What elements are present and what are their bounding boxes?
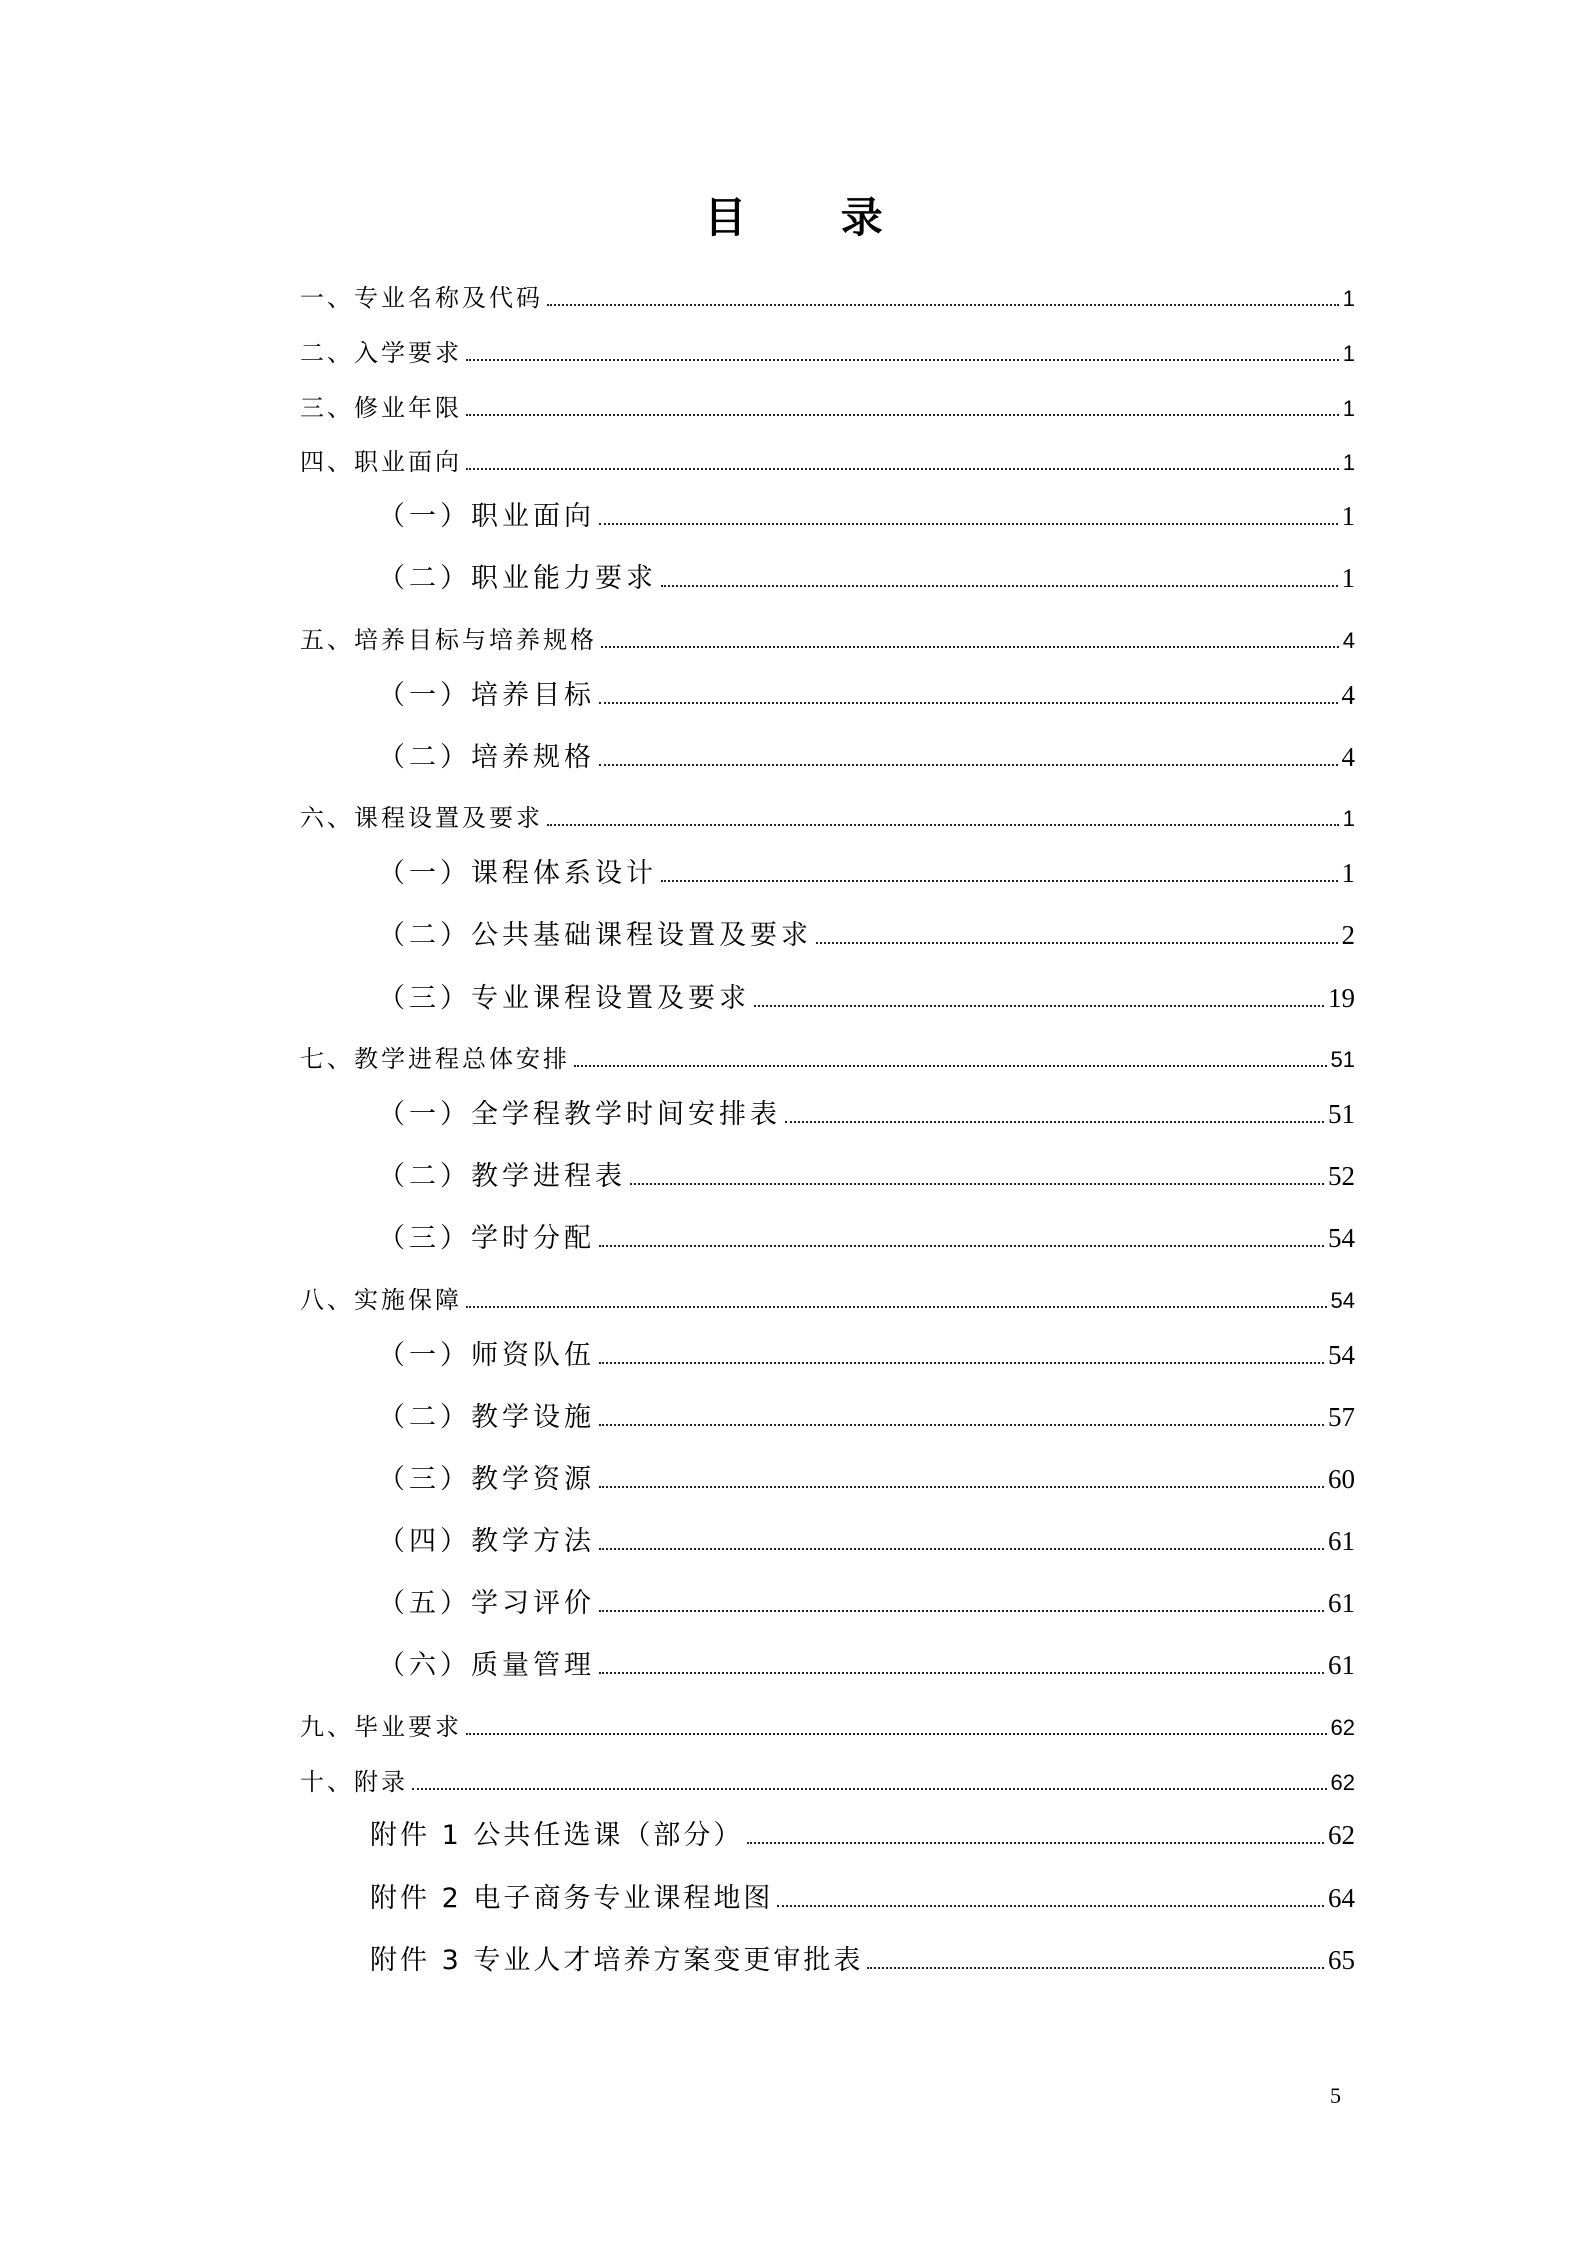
- toc-entry-page: 51: [1330, 1047, 1355, 1072]
- toc-entry-5[interactable]: [378, 494, 1355, 533]
- toc-entry-18[interactable]: [300, 1280, 1355, 1315]
- dot-leader: [599, 523, 1338, 525]
- toc-entry-text: （一）课程体系设计: [378, 858, 657, 889]
- toc-entry-page: 4: [1342, 628, 1355, 653]
- toc-entry-text: 九、毕业要求: [300, 1713, 462, 1741]
- toc-entry-page: 60: [1328, 1464, 1355, 1494]
- toc-entry-page: 1: [1341, 501, 1355, 531]
- dot-leader: [599, 702, 1338, 704]
- dot-leader: [547, 824, 1339, 826]
- toc-entry-text: 附件 2 电子商务专业课程地图: [370, 1883, 774, 1914]
- toc-entry-7[interactable]: [300, 620, 1355, 655]
- toc-entry-24[interactable]: [378, 1643, 1355, 1682]
- toc-entry-2[interactable]: [300, 333, 1355, 368]
- toc-entry-25[interactable]: [300, 1707, 1355, 1742]
- toc-entry-1[interactable]: [300, 278, 1355, 313]
- toc-entry-page: 54: [1330, 1288, 1355, 1313]
- toc-entry-text: （六）质量管理: [378, 1650, 595, 1681]
- toc-entry-10[interactable]: [300, 798, 1355, 833]
- toc-entry-text: （一）全学程教学时间安排表: [378, 1099, 781, 1130]
- toc-entry-page: 61: [1328, 1526, 1355, 1556]
- page-number: 5: [1330, 2083, 1341, 2108]
- toc-entry-text: （三）教学资源: [378, 1464, 595, 1495]
- dot-leader: [599, 764, 1338, 766]
- toc-entry-11[interactable]: [378, 851, 1355, 890]
- toc-entry-text: （二）公共基础课程设置及要求: [378, 920, 812, 951]
- toc-entry-page: 62: [1328, 1820, 1355, 1850]
- toc-entry-text: （二）职业能力要求: [378, 563, 657, 594]
- toc-entry-text: （四）教学方法: [378, 1526, 595, 1557]
- toc-entry-20[interactable]: [378, 1395, 1355, 1434]
- toc-entry-text: 一、专业名称及代码: [300, 284, 543, 312]
- toc-entry-23[interactable]: [378, 1581, 1355, 1620]
- toc-entry-28[interactable]: [370, 1876, 1355, 1915]
- dot-leader: [466, 1733, 1327, 1735]
- toc-entry-page: 1: [1342, 341, 1355, 366]
- dot-leader: [599, 1362, 1324, 1364]
- toc-entry-19[interactable]: [378, 1333, 1355, 1372]
- toc-entry-text: 十、附录: [300, 1768, 408, 1796]
- toc-entry-text: （二）教学进程表: [378, 1161, 626, 1192]
- dot-leader: [661, 880, 1338, 882]
- toc-entry-page: 54: [1328, 1340, 1355, 1370]
- dot-leader: [599, 1486, 1324, 1488]
- toc-entry-text: 三、修业年限: [300, 394, 462, 422]
- dot-leader: [867, 1967, 1324, 1969]
- toc-entry-page: 1: [1342, 396, 1355, 421]
- toc-entry-page: 19: [1328, 983, 1355, 1013]
- toc-entry-page: 62: [1330, 1715, 1355, 1740]
- toc-entry-text: 七、教学进程总体安排: [300, 1045, 570, 1073]
- toc-entry-16[interactable]: [378, 1154, 1355, 1193]
- dot-leader: [754, 1005, 1324, 1007]
- dot-leader: [466, 414, 1339, 416]
- dot-leader: [599, 1245, 1324, 1247]
- toc-entry-page: 1: [1341, 563, 1355, 593]
- toc-entry-17[interactable]: [378, 1216, 1355, 1255]
- toc-entry-text: （一）培养目标: [378, 680, 595, 711]
- toc-entry-page: 65: [1328, 1945, 1355, 1975]
- toc-entry-page: 57: [1328, 1402, 1355, 1432]
- toc-entry-4[interactable]: [300, 442, 1355, 477]
- toc-entry-text: （一）职业面向: [378, 501, 595, 532]
- toc-entry-13[interactable]: [378, 976, 1355, 1015]
- toc-entry-21[interactable]: [378, 1457, 1355, 1496]
- toc-entry-page: 1: [1341, 858, 1355, 888]
- toc-entry-page: 4: [1341, 742, 1355, 772]
- page-title: 目 录: [704, 193, 923, 242]
- toc-entry-page: 51: [1328, 1099, 1355, 1129]
- toc-entry-text: 四、职业面向: [300, 448, 462, 476]
- dot-leader: [599, 1610, 1324, 1612]
- dot-leader: [466, 468, 1339, 470]
- toc-entry-page: 2: [1341, 920, 1355, 950]
- toc-entry-text: （二）培养规格: [378, 742, 595, 773]
- dot-leader: [574, 1065, 1327, 1067]
- toc-entry-text: （一）师资队伍: [378, 1340, 595, 1371]
- toc-entry-page: 54: [1328, 1223, 1355, 1253]
- toc-entry-29[interactable]: [370, 1938, 1355, 1977]
- toc-entry-text: （三）学时分配: [378, 1223, 595, 1254]
- dot-leader: [412, 1788, 1327, 1790]
- toc-entry-text: 五、培养目标与培养规格: [300, 626, 597, 654]
- toc-entry-22[interactable]: [378, 1519, 1355, 1558]
- toc-entry-27[interactable]: [370, 1813, 1355, 1852]
- toc-entry-page: 1: [1342, 450, 1355, 475]
- toc-entry-text: （三）专业课程设置及要求: [378, 983, 750, 1014]
- dot-leader: [661, 585, 1338, 587]
- dot-leader: [785, 1121, 1324, 1123]
- dot-leader: [599, 1672, 1324, 1674]
- dot-leader: [466, 359, 1339, 361]
- toc-entry-text: 八、实施保障: [300, 1286, 462, 1314]
- toc-entry-page: 4: [1341, 680, 1355, 710]
- toc-entry-text: （五）学习评价: [378, 1588, 595, 1619]
- toc-entry-26[interactable]: [300, 1762, 1355, 1797]
- toc-entry-page: 1: [1342, 286, 1355, 311]
- toc-entry-6[interactable]: [378, 556, 1355, 595]
- toc-entry-page: 1: [1342, 806, 1355, 831]
- toc-entry-page: 62: [1330, 1770, 1355, 1795]
- dot-leader: [599, 1424, 1324, 1426]
- dot-leader: [630, 1183, 1324, 1185]
- toc-entry-page: 61: [1328, 1588, 1355, 1618]
- toc-entry-text: 六、课程设置及要求: [300, 804, 543, 832]
- dot-leader: [816, 942, 1338, 944]
- toc-entry-14[interactable]: [300, 1039, 1355, 1074]
- toc-entry-text: （二）教学设施: [378, 1402, 595, 1433]
- dot-leader: [466, 1306, 1327, 1308]
- toc-entry-text: 二、入学要求: [300, 339, 462, 367]
- dot-leader: [601, 646, 1339, 648]
- toc-entry-page: 64: [1328, 1883, 1355, 1913]
- toc-entry-page: 61: [1328, 1650, 1355, 1680]
- toc-entry-3[interactable]: [300, 388, 1355, 423]
- toc-entry-8[interactable]: [378, 673, 1355, 712]
- toc-entry-15[interactable]: [378, 1092, 1355, 1131]
- toc-entry-text: 附件 1 公共任选课（部分）: [370, 1820, 744, 1851]
- toc-entry-12[interactable]: [378, 913, 1355, 952]
- toc-entry-9[interactable]: [378, 735, 1355, 774]
- dot-leader: [747, 1842, 1324, 1844]
- dot-leader: [599, 1548, 1324, 1550]
- toc-entry-text: 附件 3 专业人才培养方案变更审批表: [370, 1945, 864, 1976]
- dot-leader: [777, 1905, 1324, 1907]
- toc-entry-page: 52: [1328, 1161, 1355, 1191]
- dot-leader: [547, 304, 1339, 306]
